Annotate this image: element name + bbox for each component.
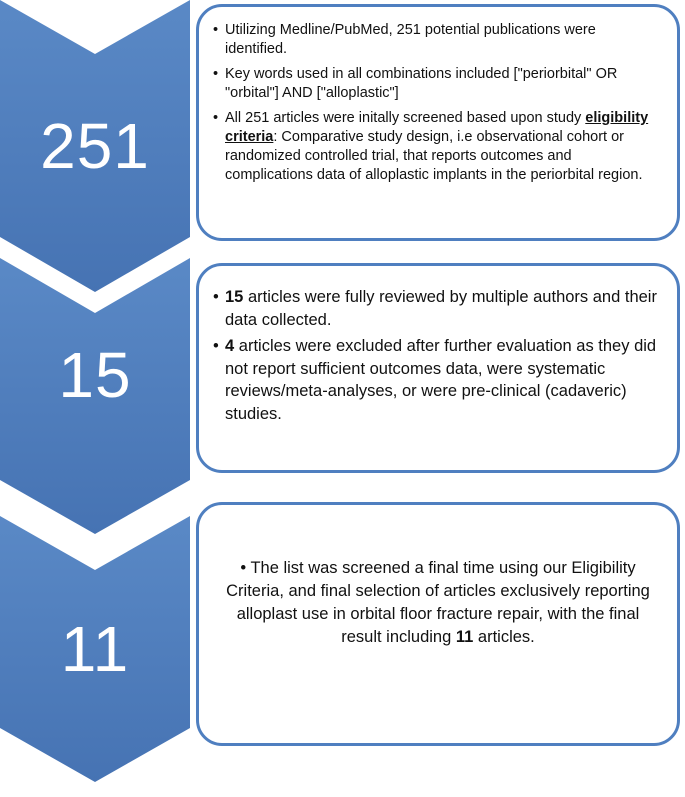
step-2-description-box (196, 263, 680, 473)
step-1-bullet-1: • Utilizing Medline/PubMed, 251 potential publications were identified. (213, 21, 659, 59)
step-3-description-box (196, 502, 680, 746)
step-3-text: • The list was screened a final time using our Eligibility Criteria, and final selection of articles exclusively reporting alloplast use in orbital floor fracture repair, with the final result including 11 articles. (226, 559, 650, 646)
step-1-bullet-2: • Key words used in all combinations included ["periorbital" OR "orbital"] AND ["alloplastic"] (213, 65, 659, 103)
step-2-bullet-2: • 4 articles were excluded after further evaluation as they did not report sufficient outcomes data, were systematic reviews/meta-analyses, or were pre-clinical (cadaveric) studies. (213, 335, 659, 425)
eligibility-criteria-term: eligibility criteria (225, 110, 649, 145)
step-1-bullet-3: • All 251 articles were initally screened based upon study eligibility criteria: Comparative study design, i.e observational cohort or randomized controlled trial, that reports outcomes and complications data of alloplastic implants in the periorbital region. (213, 109, 659, 185)
step-2-count: 15 (58, 339, 132, 411)
step-1-count: 251 (40, 110, 150, 182)
step-2-bullet-1: • 15 articles were fully reviewed by multiple authors and their data collected. (213, 286, 659, 331)
step-1-description-box (196, 4, 680, 241)
step-3-count: 11 (60, 613, 130, 685)
